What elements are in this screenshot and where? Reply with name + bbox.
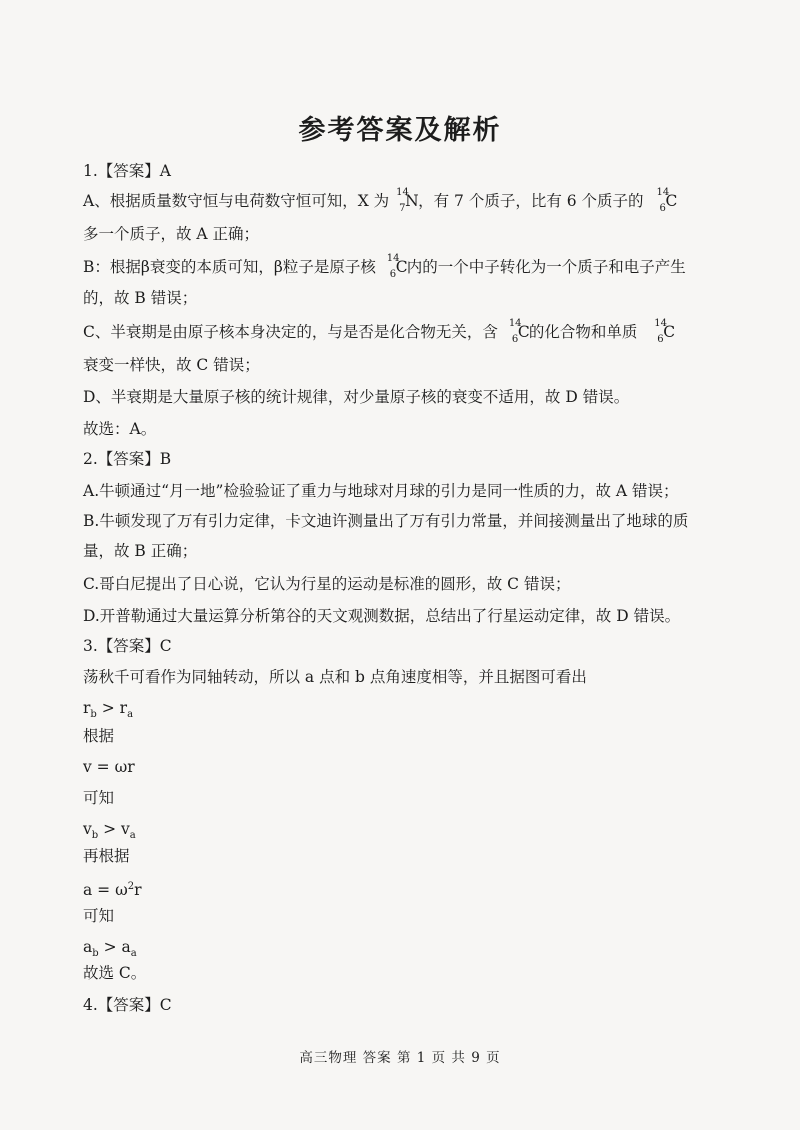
nuclide-n14: [394, 187, 419, 214]
q3-conclusion: 故选 C。: [83, 964, 147, 982]
q1-c-text: C、半衰期是由原子核本身决定的，与是否是化合物无关，含: [83, 323, 498, 341]
q3-text-knowable-2: 可知: [83, 907, 115, 925]
eq-subscript: a: [130, 948, 137, 960]
q1-option-c: [83, 318, 676, 345]
q3-eq-speed: [83, 818, 136, 847]
q3-eq-radius: [83, 697, 133, 726]
nuclide-symbol: C: [517, 323, 530, 341]
eq-subscript: a: [129, 830, 136, 842]
q1-b-text: B：根据β衰变的本质可知，β粒子是原子核: [83, 258, 376, 276]
q1-a-mid: ，有 7 个质子，比有 6 个质子的: [418, 192, 644, 210]
eq-term: r: [134, 881, 142, 900]
eq-term: r: [119, 699, 128, 717]
nuclide-symbol: C: [395, 258, 408, 276]
q2-option-c: C.哥白尼提出了日心说，它认为行星的运动是标准的圆形，故 C 错误；: [83, 575, 571, 593]
eq-subscript: a: [127, 709, 134, 721]
nuclide-c14: [385, 253, 408, 280]
nuclide-charge: 6: [657, 334, 664, 345]
q3-intro: 荡秋千可看作为同轴转动，所以 a 点和 b 点角速度相等，并且据图可看出: [83, 668, 587, 686]
nuclide-symbol: C: [663, 323, 676, 341]
nuclide-mass: 14: [654, 318, 667, 329]
nuclide-c14: [652, 318, 676, 345]
eq-term: a: [121, 938, 131, 956]
nuclide-mass: 14: [386, 253, 400, 264]
q2-option-a: A.牛顿通过“月一地”检验验证了重力与地球对月球的引力是同一性质的力，故 A 错误；: [83, 482, 679, 500]
eq-superscript: 2: [127, 881, 135, 892]
q3-text-knowable: 可知: [83, 789, 115, 807]
page-title: 参考答案及解析: [298, 115, 502, 146]
eq-subscript: b: [90, 709, 97, 721]
eq-term: v: [121, 820, 130, 838]
q4-answer-head: 4.【答案】C: [83, 996, 172, 1014]
q2-option-b-cont: 量，故 B 正确；: [83, 542, 198, 560]
q3-text-according: 根据: [83, 727, 115, 745]
q3-eq-velocity: v = ωr: [83, 758, 135, 776]
eq-term: a: [83, 938, 93, 956]
q2-option-d: D.开普勒通过大量运算分析第谷的天文观测数据，总结出了行星运动定律，故 D 错误。: [83, 607, 681, 625]
nuclide-c14: [507, 318, 530, 345]
q1-c-cont: 衰变一样快，故 C 错误；: [83, 356, 260, 374]
q1-b-cont: 的，故 B 错误；: [83, 289, 198, 307]
q1-a-cont: 多一个质子，故 A 正确；: [83, 225, 260, 243]
q3-eq-accel: [83, 936, 137, 965]
eq-term: v: [83, 820, 92, 838]
q1-option-b: [83, 253, 686, 280]
q3-answer-head: 3.【答案】C: [83, 637, 172, 655]
q1-b-post: 内的一个中子转化为一个质子和电子产生: [406, 258, 686, 276]
q1-option-d: D、半衰期是大量原子核的统计规律，对少量原子核的衰变不适用，故 D 错误。: [83, 388, 630, 406]
nuclide-charge: 7: [399, 203, 406, 214]
q3-text-again: 再根据: [83, 847, 130, 865]
eq-subscript: b: [91, 830, 99, 842]
q1-option-a: [83, 187, 678, 214]
nuclide-charge: 6: [659, 203, 666, 214]
q2-option-b: B.牛顿发现了万有引力定律，卡文迪许测量出了万有引力常量，并间接测量出了地球的质: [83, 512, 689, 530]
nuclide-symbol: C: [665, 192, 678, 210]
eq-operator: >: [98, 938, 122, 956]
nuclide-charge: 6: [511, 334, 519, 345]
nuclide-c14: [654, 187, 678, 214]
q1-c-mid: 的化合物和单质: [528, 323, 638, 341]
q3-eq-accel-formula: [83, 876, 142, 901]
nuclide-mass: 14: [656, 187, 670, 198]
eq-subscript: b: [92, 948, 99, 960]
nuclide-charge: 6: [389, 269, 397, 280]
q2-answer-head: 2.【答案】B: [83, 450, 172, 468]
eq-term: r: [83, 699, 91, 717]
nuclide-mass: 14: [508, 318, 522, 329]
q1-answer-head: 1.【答案】A: [83, 162, 171, 180]
nuclide-symbol: N: [405, 192, 419, 210]
eq-operator: >: [98, 820, 122, 838]
q1-a-text: A、根据质量数守恒与电荷数守恒可知，X 为: [83, 192, 390, 210]
q1-conclusion: 故选：A。: [83, 420, 157, 438]
eq-operator: >: [96, 699, 120, 717]
eq-term: a = ω: [83, 881, 128, 900]
nuclide-mass: 14: [396, 187, 409, 198]
page-footer: 高三物理 答案 第 1 页 共 9 页: [299, 1050, 501, 1066]
